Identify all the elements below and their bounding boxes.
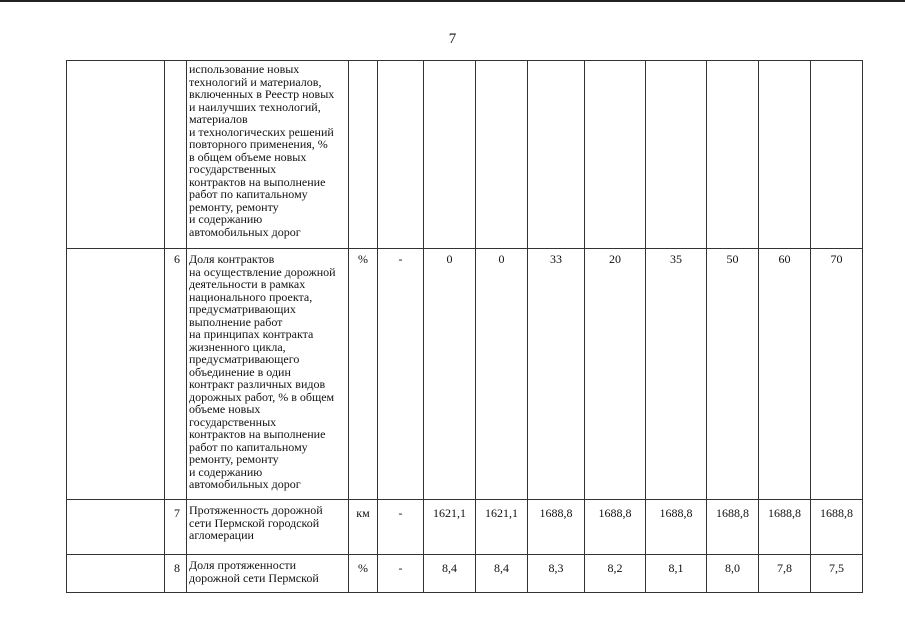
value-cell — [424, 61, 476, 249]
page-number: 7 — [448, 31, 457, 47]
value-cell: 1688,8 — [811, 500, 863, 555]
row-number: 8 — [165, 555, 187, 593]
indicator-name: использование новых технологий и материалов, включенных в Реестр новых и наилучших технологий, материалов и технологических решений повторного применения, % в общем объеме новых государственных контрактов на выполнение работ по капитальному ремонту, ремонту и содержанию автомобильных дорог — [187, 61, 349, 249]
value-cell: 35 — [646, 249, 707, 500]
value-cell: 1621,1 — [476, 500, 528, 555]
value-cell: 1688,8 — [528, 500, 585, 555]
value-cell: 1621,1 — [424, 500, 476, 555]
blank-left-cell — [67, 500, 165, 555]
base-value-cell: - — [378, 555, 424, 593]
value-cell — [707, 61, 759, 249]
blank-left-cell — [67, 249, 165, 500]
indicator-name: Доля контрактов на осуществление дорожной деятельности в рамках национального проекта, предусматривающих выполнение работ на принципах контракта жизненного цикла, предусматривающего объединение в один контракт различных видов дорожных работ, % в общем объеме новых государственных контрактов на выполнение работ по капитальному ремонту, ремонту и содержанию автомобильных дорог — [187, 249, 349, 500]
value-cell — [585, 61, 646, 249]
value-cell: 50 — [707, 249, 759, 500]
value-cell: 1688,8 — [707, 500, 759, 555]
unit-cell — [349, 61, 378, 249]
top-edge-line — [0, 0, 905, 2]
base-value-cell: - — [378, 500, 424, 555]
indicators-table — [66, 60, 863, 593]
unit-cell: км — [349, 500, 378, 555]
value-cell: 7,8 — [759, 555, 811, 593]
row-number — [165, 61, 187, 249]
value-cell: 7,5 — [811, 555, 863, 593]
blank-left-cell — [67, 555, 165, 593]
table-row — [67, 61, 863, 249]
value-cell: 8,4 — [476, 555, 528, 593]
row-number: 6 — [165, 249, 187, 500]
base-value-cell — [378, 61, 424, 249]
indicator-name: Протяженность дорожной сети Пермской городской агломерации — [187, 500, 349, 555]
value-cell: 8,3 — [528, 555, 585, 593]
value-cell — [759, 61, 811, 249]
base-value-cell: - — [378, 249, 424, 500]
value-cell — [646, 61, 707, 249]
unit-cell: % — [349, 555, 378, 593]
value-cell: 1688,8 — [585, 500, 646, 555]
row-number: 7 — [165, 500, 187, 555]
value-cell — [528, 61, 585, 249]
value-cell: 8,4 — [424, 555, 476, 593]
value-cell: 0 — [424, 249, 476, 500]
unit-cell: % — [349, 249, 378, 500]
value-cell: 0 — [476, 249, 528, 500]
blank-left-cell — [67, 61, 165, 249]
value-cell — [811, 61, 863, 249]
indicator-name: Доля протяженности дорожной сети Пермской — [187, 555, 349, 593]
value-cell: 8,1 — [646, 555, 707, 593]
value-cell — [476, 61, 528, 249]
value-cell: 1688,8 — [759, 500, 811, 555]
value-cell: 60 — [759, 249, 811, 500]
value-cell: 8,2 — [585, 555, 646, 593]
value-cell: 8,0 — [707, 555, 759, 593]
value-cell: 33 — [528, 249, 585, 500]
value-cell: 1688,8 — [646, 500, 707, 555]
table-row — [67, 555, 863, 593]
table-row — [67, 500, 863, 555]
table-row — [67, 249, 863, 500]
value-cell: 70 — [811, 249, 863, 500]
value-cell: 20 — [585, 249, 646, 500]
